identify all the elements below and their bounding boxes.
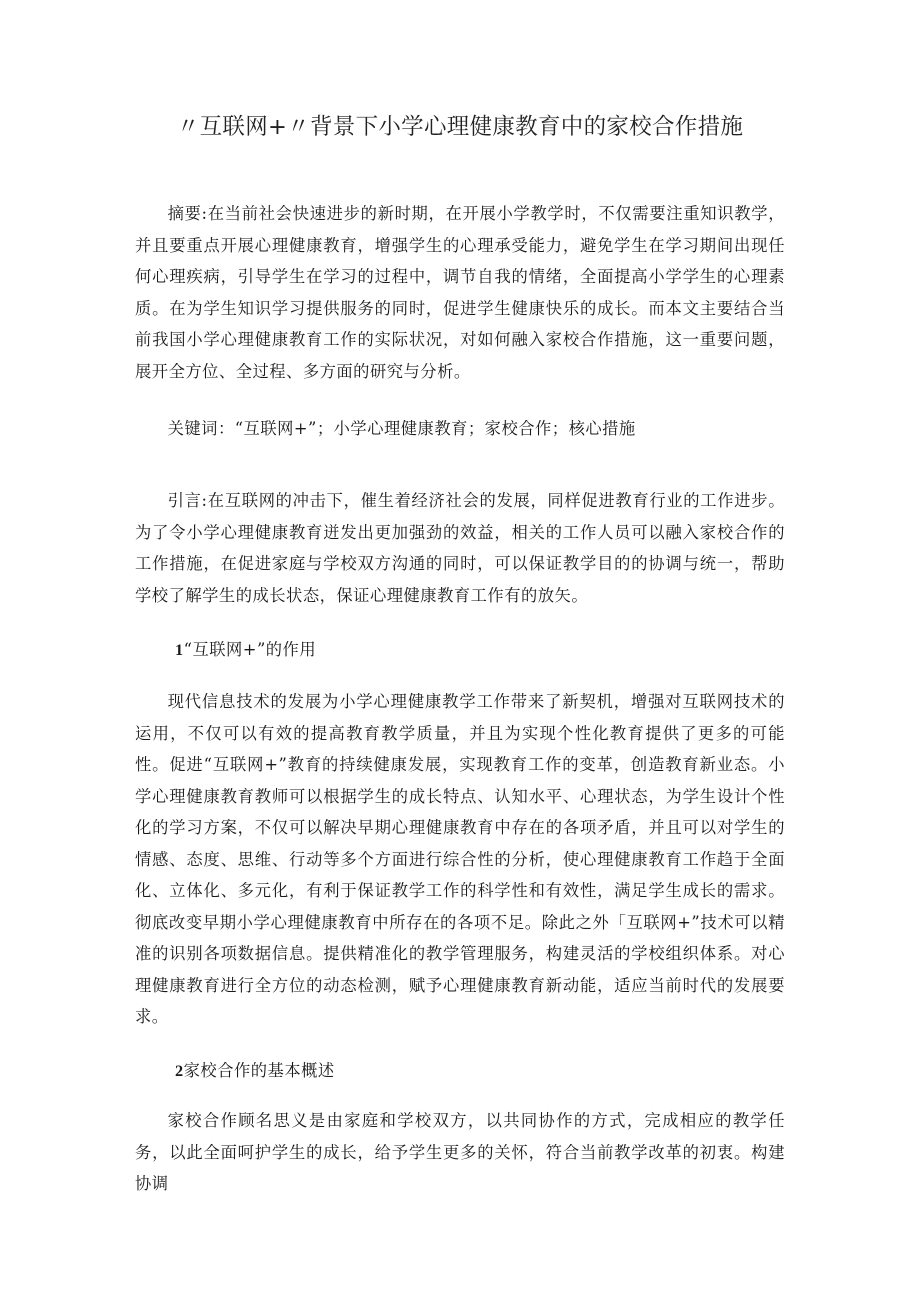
intro-paragraph: 引言:在互联网的冲击下，催生着经济社会的发展，同样促进教育行业的工作进步。为了令小学心理健康教育迸发出更加强劲的效益，相关的工作人员可以融入家校合作的工作措施，在促进家庭与学校双方沟通的同时，可以保证教学目的的协调与统一，帮助学校了解学生的成长状态，保证心理健康教育工作有的放矢。 [135,491,785,605]
section-1-body: 现代信息技术的发展为小学心理健康教学工作带来了新契机，增强对互联网技术的运用，不仅可以有效的提高教育教学质量，并且为实现个性化教育提供了更多的可能性。促进“互联网+”教育的持续健康发展，实现教育工作的变革，创造教育新业态。小学心理健康教育教师可以根据学生的成长特点、认知水平、心理状态，为学生设计个性化的学习方案，不仅可以解决早期心理健康教育中存在的各项矛盾，并且可以对学生的情感、态度、思维、行动等多个方面进行综合性的分析，使心理健康教育工作趋于全面化、立体化、多元化，有利于保证教学工作的科学性和有效性，满足学生成长的需求。彻底改变早期小学心理健康教育中所存在的各项不足。除此之外「互联网+”技术可以精准的识别各项数据信息。提供精准化的教学管理服务，构建灵活的学校组织体系。对心理健康教育进行全方位的动态检测，赋予心理健康教育新动能，适应当前时代的发展要求。 [135,692,785,1026]
section-1-title: “互联网+”的作用 [183,640,317,659]
abstract-paragraph: 摘要:在当前社会快速进步的新时期，在开展小学教学时，不仅需要注重知识教学，并且要重点开展心理健康教育，增强学生的心理承受能力，避免学生在学习期间出现任何心理疾病，引导学生在学习的过程中，调节自我的情绪，全面提高小学学生的心理素质。在为学生知识学习提供服务的同时，促进学生健康快乐的成长。而本文主要结合当前我国小学心理健康教育工作的实际状况，对如何融入家校合作措施，这一重要问题，展开全方位、全过程、多方面的研究与分析。 [135,204,785,381]
document-title: 〃互联网+〃背景下小学心理健康教育中的家校合作措施 [176,114,744,140]
section-1-heading [175,634,316,666]
section-1-number: 1 [175,640,184,659]
section-2-body: 家校合作顾名思义是由家庭和学校双方，以共同协作的方式，完成相应的教学任务，以此全面呵护学生的成长，给予学生更多的关怀，符合当前教学改革的初衷。构建协调 [135,1111,785,1193]
section-2-title: 家校合作的基本概述 [183,1061,335,1080]
section-2-number: 2 [175,1061,184,1080]
section-2-heading [175,1055,335,1087]
keywords-line: 关键词：“互联网+”；小学心理健康教育；家校合作；核心措施 [167,419,636,438]
